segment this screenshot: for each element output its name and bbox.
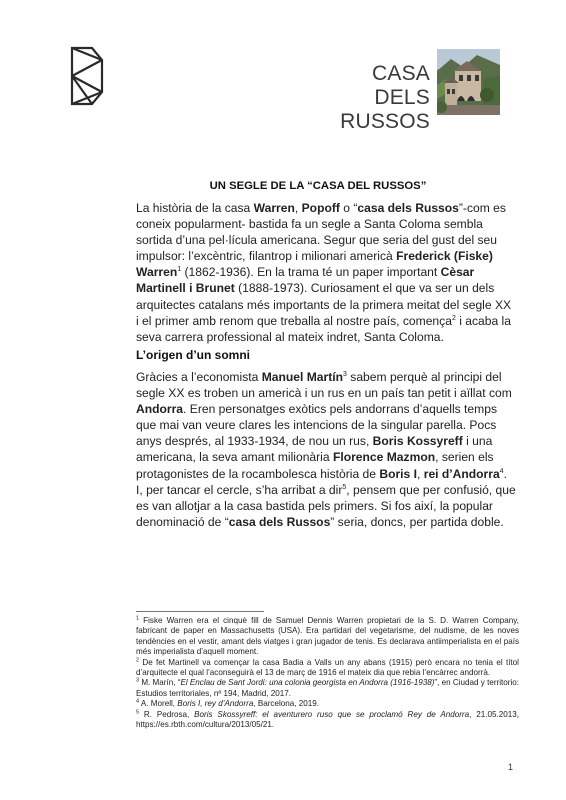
footnotes	[136, 616, 519, 730]
footnote-ref: 5	[342, 483, 347, 491]
footnote-ref: 4	[499, 467, 504, 475]
paragraph-origin	[136, 369, 516, 530]
bold-run: Popoff	[301, 201, 340, 215]
header-title-line1: CASA DELS	[372, 62, 430, 109]
section-subheading: L’origen d’un somni	[136, 348, 250, 362]
bold-run: Boris I	[379, 466, 417, 481]
paragraph-origin-text: Gràcies a l’economista Manuel Martín$^3$ sabem perquè al principi del segle XX es troben un americà i un rus en un país tan petit i aïllat com Andorra. Eren personatges exòtics pels andorrans d’aquells temps que mai van veure clares les intencions de la singular parella. Pocs anys després, al 1933-1934, de nou un rus, Boris Kossyreff i una americana, la seva amant milionària Florence Mazmon, serien els protagonistes de la rocambolesca història de Boris I, rei d’Andorra$^4$. I, per tancar el cercle, s’ha arribat a dir$^5$, pensem que per confusió, que es van allotjar a la casa bastida pels primers. Si fos així, la popular denominació de “casa dels Russos” seria, doncs, per partida doble.	[136, 370, 516, 529]
bold-run: Andorra	[136, 402, 184, 417]
bold-run: Florence Mazmon	[332, 450, 436, 465]
footnote-3: $^3$ M. Marín, “El Enclau de Sant Jordi: una colonia georgista en Andorra (1916-1938)”, en Ciudad y territorio: Estudios territoriales, nº 194, Madrid, 2017.	[136, 677, 520, 698]
bold-run: casa dels Russos	[228, 514, 331, 529]
paragraph-intro	[136, 200, 516, 345]
house-photo	[437, 49, 500, 115]
header-title-line2: RUSSOS	[340, 110, 430, 133]
footnote-ref: 3	[343, 370, 347, 378]
bold-run: Manuel Martín	[261, 370, 344, 384]
footnote-2: $^2$ De fet Martinell va començar la casa Badia a Valls un any abans (1915) però encara no tenia el títol d’arquitecte el qual l’aconseguirà el 13 de març de 1916 el mateix dia que rebia l’encàrrec andorrà.	[136, 656, 519, 678]
bold-run: Frederick (Fiske) Warren	[136, 249, 493, 280]
bold-run: Cèsar Martinell i Brunet	[136, 265, 475, 296]
bold-run: casa dels Russos	[357, 201, 459, 215]
paragraph-intro-text: La història de la casa Warren, Popoff o “casa dels Russos”-com es coneix popularment- bastida fa un segle a Santa Coloma sembla sortida d’una pel·lícula americana. Segur que seria del gust del seu impulsor: l’excèntric, filantrop i milionari americà Frederick (Fiske) Warren$^1$ (1862-1936). En la trama té un paper important Cèsar Martinell i Brunet (1888-1973). Curiosament el que va ser un dels arquitectes catalans més importants de la primera meitat del segle XX i el primer amb renom que treballa al nostre país, comença$^2$ i acaba la seva carrera professional al mateix indret, Santa Coloma.	[136, 201, 512, 344]
footnote-ref: 4	[136, 698, 140, 705]
footnote-4: $^4$ A. Morell, Boris I, rey d’Andorra, Barcelona, 2019.	[136, 698, 320, 709]
footnote-ref: 2	[136, 656, 140, 663]
bold-run: Boris Kossyreff	[372, 434, 463, 449]
document-title: UN SEGLE DE LA “CASA DEL RUSSOS”	[209, 180, 427, 192]
bold-run: Warren	[253, 201, 295, 215]
footnote-ref: 1	[177, 266, 182, 274]
italic-run: Boris I, rey d’Andorra	[177, 699, 254, 709]
footnote-divider	[136, 611, 264, 612]
footnote-ref: 2	[451, 314, 456, 322]
footnote-5: $^5$ R. Pedrosa, Boris Skossyreff: el aventurero ruso que se proclamó Rey de Andorra, 21.05.2013, https://es.rbth.com/cultura/2013/05/21.	[136, 708, 519, 730]
footnote-ref: 5	[136, 708, 140, 715]
footnote-1: $^1$ Fiske Warren era el cinquè fill de Samuel Dennis Warren propietari de la S. D. Warren Company, fabricant de paper en Massachusetts (USA). Era partidari del vegetarisme, del nudisme, de les noves tendències en el vestir, amant dels viatges i gran jugador de tenis. Es declarava antiimperialista en el país més imperialista d’aquell moment.	[136, 615, 519, 657]
italic-run: Boris Skossyreff: el aventurero ruso que se proclamó Rey de Andorra	[194, 709, 470, 719]
footnote-ref: 1	[136, 615, 140, 622]
logo-icon	[70, 46, 104, 106]
footnote-ref: 3	[136, 677, 140, 684]
header-title	[326, 62, 430, 134]
page-number: 1	[508, 762, 514, 772]
italic-run: El Enclau de Sant Jordi: una colonia georgista en Andorra (1916-1938)	[180, 678, 435, 688]
bold-run: rei d’Andorra	[423, 466, 500, 481]
